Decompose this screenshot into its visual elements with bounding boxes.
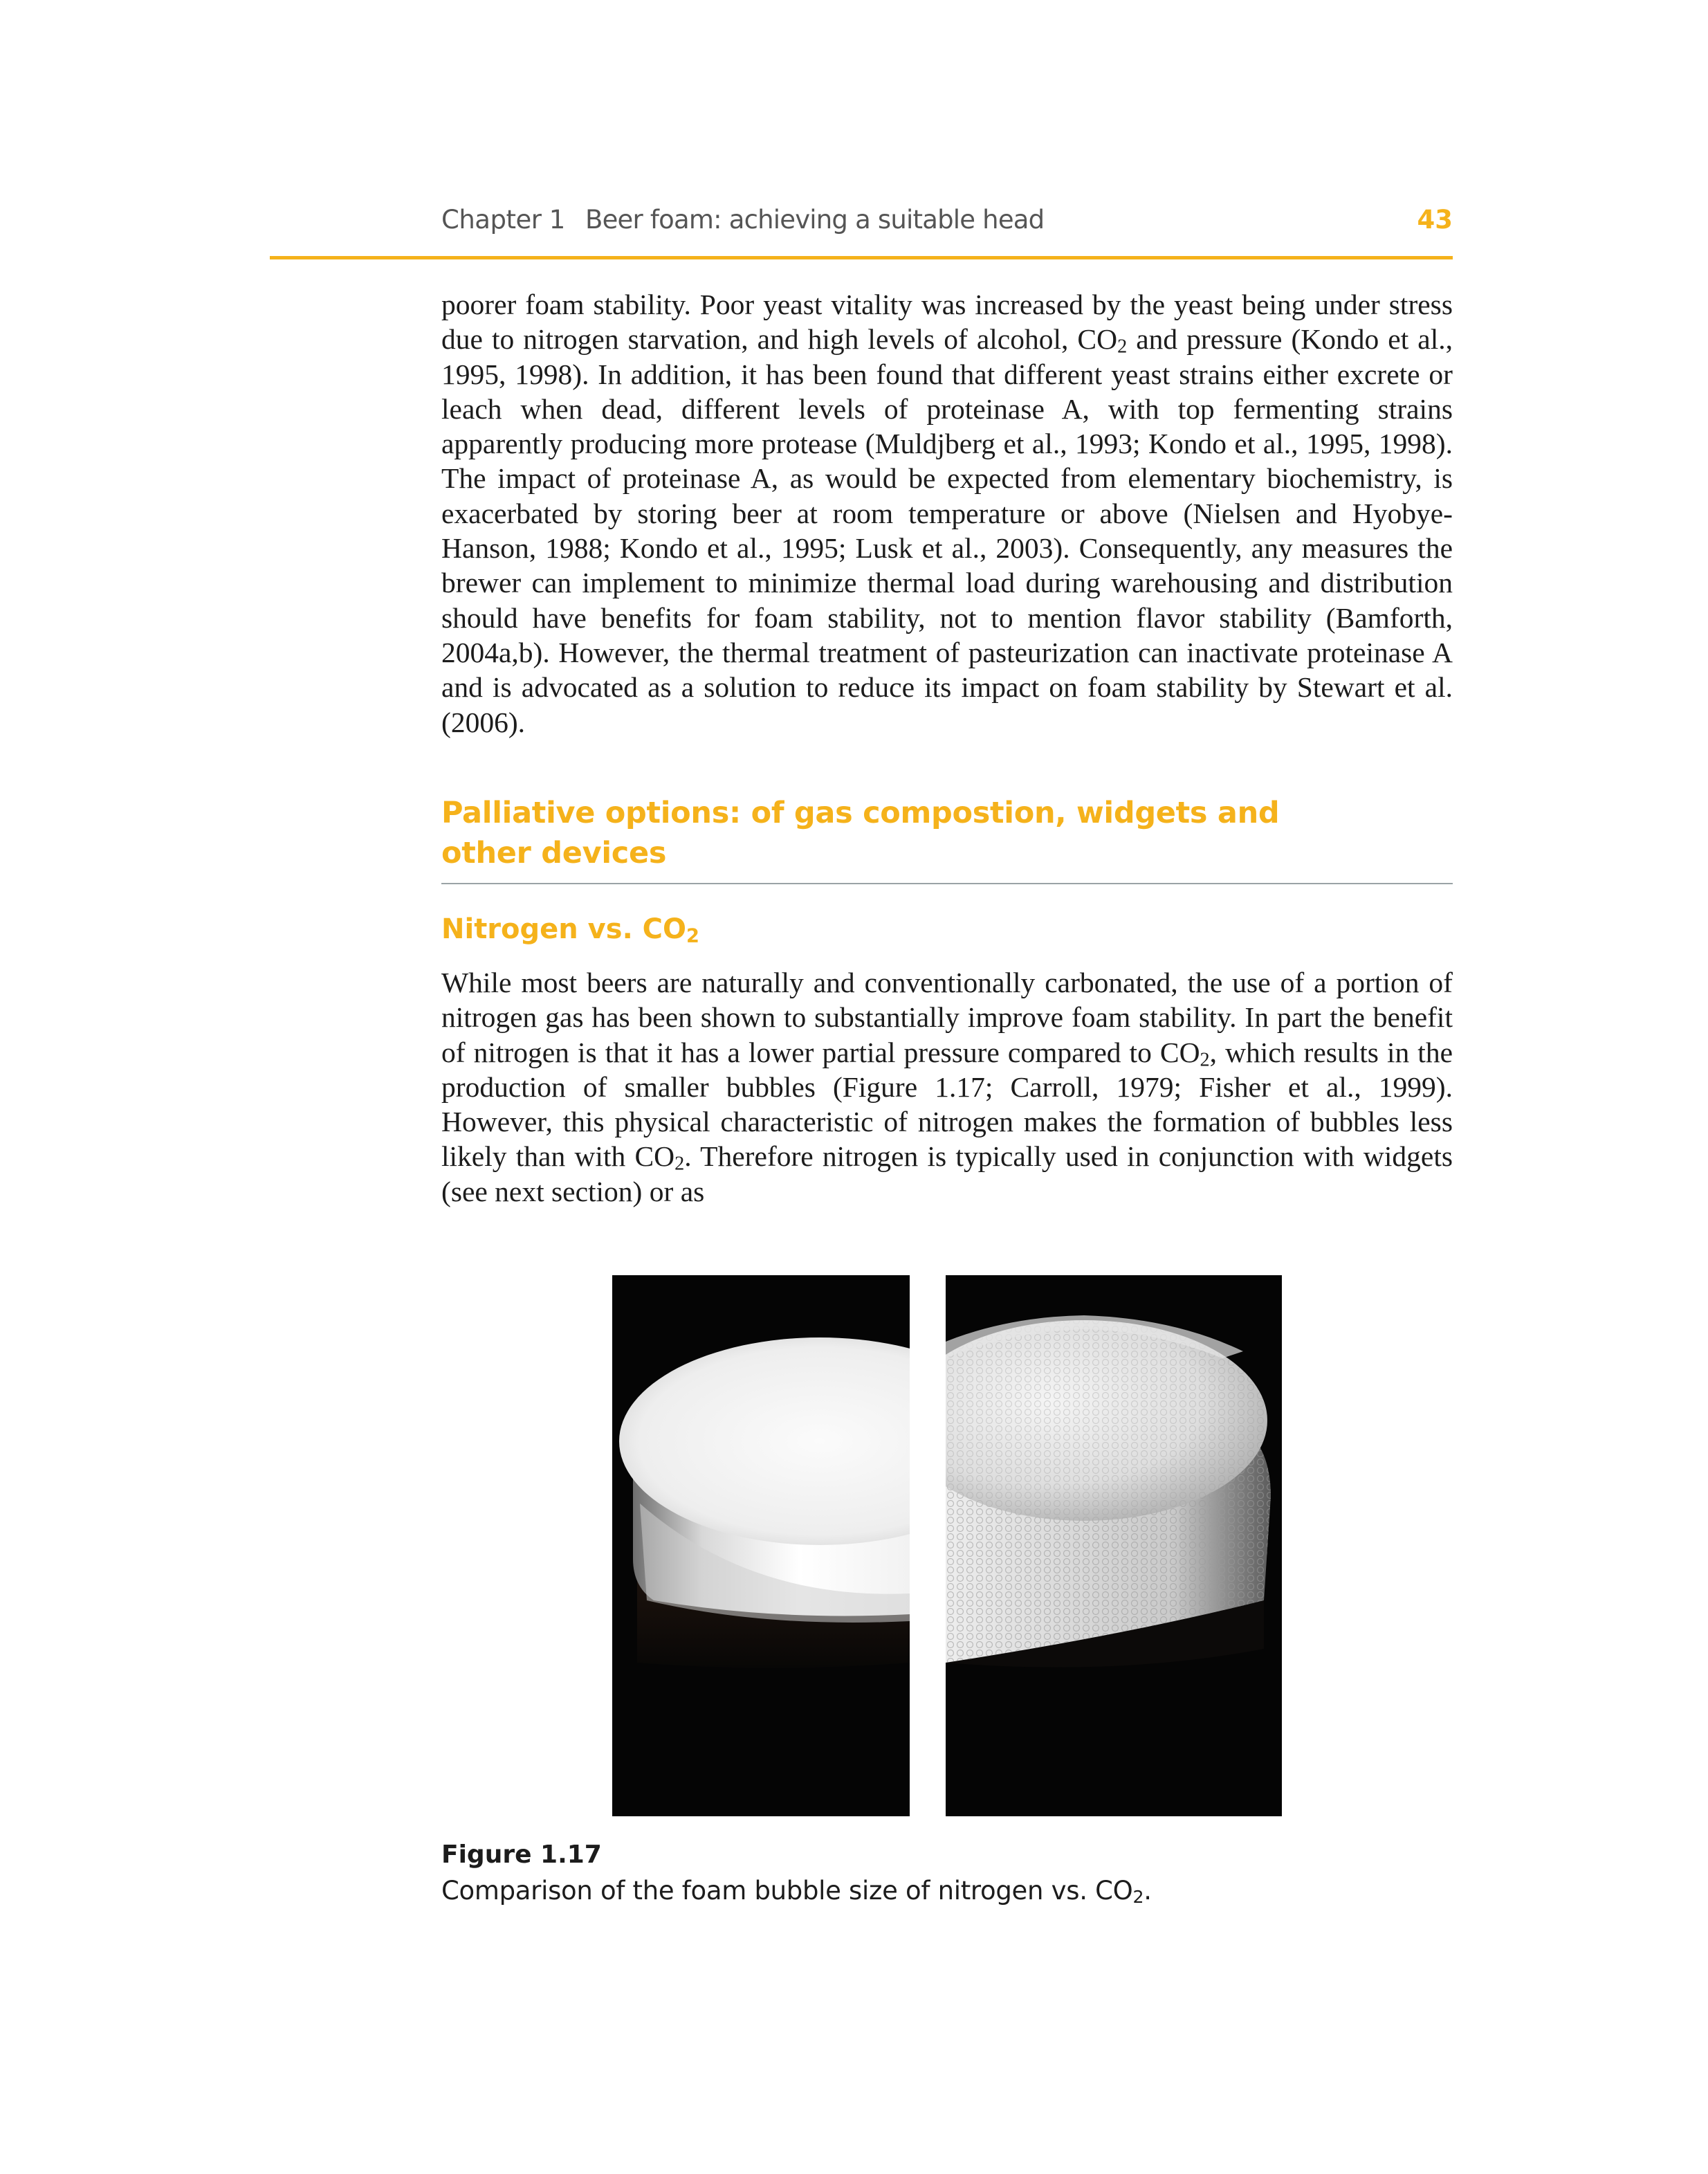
co2-foam-illustration [946, 1275, 1282, 1816]
subscript: 2 [1117, 336, 1128, 358]
figure-caption [441, 1876, 1152, 1906]
caption-text: Comparison of the foam bubble size of nitrogen vs. CO [441, 1876, 1133, 1906]
caption-end: . [1144, 1876, 1152, 1906]
section-heading-line-2: other devices [441, 836, 667, 870]
subscript: 2 [686, 925, 699, 947]
figure-label: Figure 1.17 [441, 1840, 602, 1869]
figure-photo-co2 [946, 1275, 1282, 1816]
subheading-text: Nitrogen vs. CO [441, 913, 687, 945]
section-rule [441, 883, 1453, 884]
para1-text-a: poorer foam stability. Poor yeast vitality was increased by the yeast being under stress due to nitrogen starvation, and high levels of alcohol, CO [441, 289, 1453, 356]
subscript: 2 [1200, 1049, 1210, 1071]
subscript: 2 [1132, 1887, 1144, 1908]
running-head [441, 205, 1453, 246]
chapter-title: Beer foam: achieving a suitable head [585, 205, 1045, 235]
para2-text-c: . Therefore nitrogen is typically used in conjunction with widgets (see next section) or as [441, 1140, 1453, 1207]
subscript: 2 [674, 1153, 685, 1176]
body-paragraph-1 [441, 287, 1453, 740]
header-rule [270, 256, 1453, 259]
body-paragraph-2 [441, 965, 1453, 1209]
section-heading-line-1: Palliative options: of gas compostion, widgets and [441, 796, 1280, 830]
para2-text-a: While most beers are naturally and conventionally carbonated, the use of a portion of nitrogen gas has been shown to substantially improve foam stability. In part the benefit of nitrogen is that it has a lower partial pressure compared to CO [441, 967, 1453, 1068]
figure-photo-nitrogen [612, 1275, 910, 1816]
subsection-heading [441, 912, 699, 947]
nitrogen-foam-illustration [612, 1275, 910, 1816]
page-number: 43 [1417, 205, 1453, 235]
para1-text-b: and pressure (Kondo et al., 1995, 1998). In addition, it has been found that different yeast strains either excrete or leach when dead, different levels of proteinase A, with top fermenting strains apparently producing more protease (Muldjberg et al., 1993; Kondo et al., 1995, 1998). The impact of proteinase A, as would be expected from elementary biochemistry, is exacerbated by storing beer at room temperature or above (Nielsen and Hyobye-Hanson, 1988; Kondo et al., 1995; Lusk et al., 2003). Consequently, any measures the brewer can implement to minimize thermal load during warehousing and distribution should have benefits for foam stability, not to mention flavor stability (Bamforth, 2004a,b). However, the thermal treatment of pasteurization can inactivate proteinase A and is advocated as a solution to reduce its impact on foam stability by Stewart et al. (2006). [441, 323, 1453, 738]
para2-text-b: , which results in the production of smaller bubbles (Figure 1.17; Carroll, 1979; Fisher et al., 1999). However, this physical characteristic of nitrogen makes the formation of bubbles less likely than with CO [441, 1036, 1453, 1173]
section-heading [441, 793, 1479, 873]
chapter-label: Chapter 1 [441, 205, 565, 235]
